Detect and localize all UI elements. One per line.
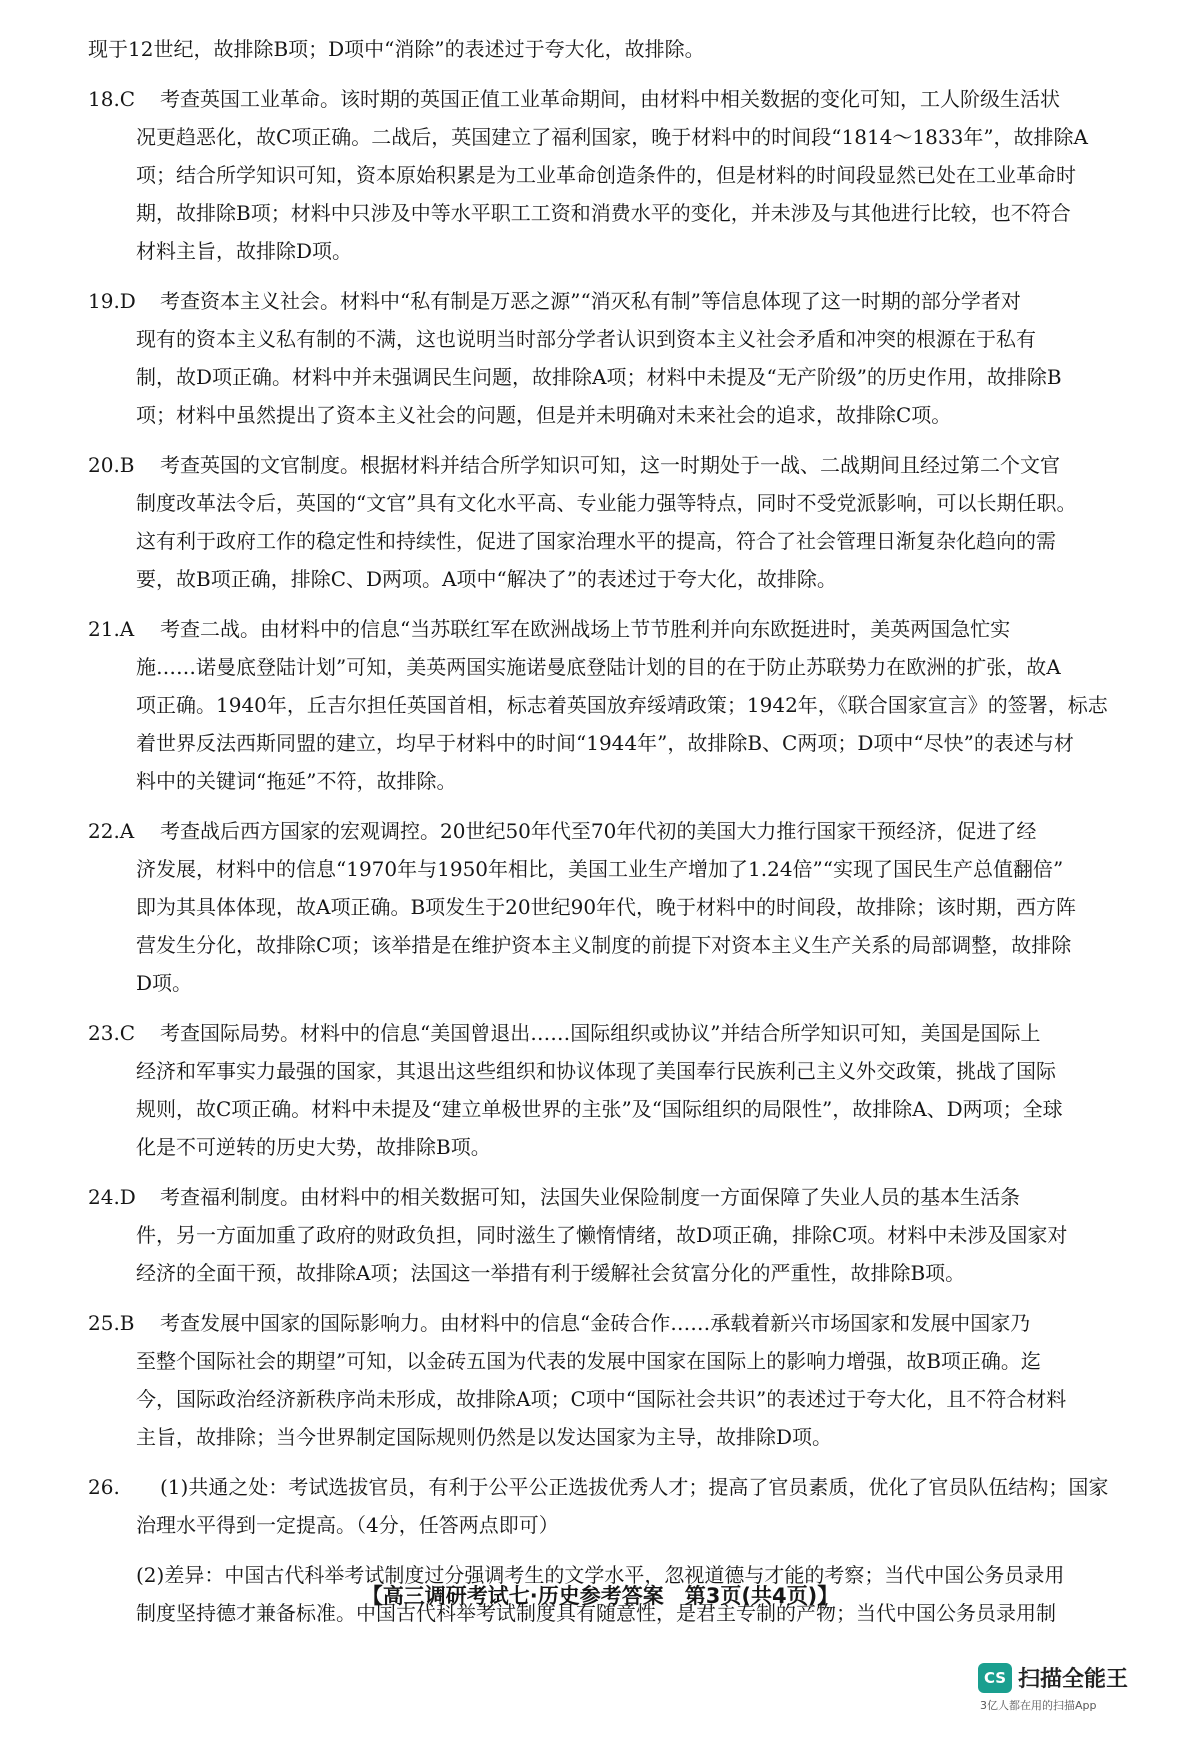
page-footer: 【高三调研考试七·历史参考答案 第3页(共4页)】: [361, 1584, 839, 1608]
answer-text: (1)共通之处：考试选拔官员，有利于公平公正选拔优秀人才；提高了官员素质，优化了官员队伍结构；国家: [160, 1475, 1109, 1499]
text-line: [88, 686, 1108, 724]
answer-text: 治理水平得到一定提高。（4分，任答两点即可）: [136, 1513, 559, 1537]
answer-text: 经济的全面干预，故排除A项；法国这一举措有利于缓解社会贫富分化的严重性，故排除B项。: [136, 1261, 966, 1285]
text-line: [88, 522, 1108, 560]
text-line: [88, 282, 1108, 320]
answer-text: 制度改革法令后，英国的“文官”具有文化水平高、专业能力强等特点，同时不受党派影响，可以长期任职。: [136, 491, 1077, 515]
text-line: [88, 560, 1108, 598]
answer-text: 这有利于政府工作的稳定性和持续性，促进了国家治理水平的提高，符合了社会管理日渐复杂化趋向的需: [136, 529, 1056, 553]
answer-text: 今，国际政治经济新秩序尚未形成，故排除A项；C项中“国际社会共识”的表述过于夸大化，且不符合材料: [136, 1387, 1067, 1411]
answer-item: [88, 1178, 1108, 1292]
answer-item: [88, 610, 1108, 800]
intro-paragraph: [88, 30, 1108, 68]
answer-text: 规则，故C项正确。材料中未提及“建立单极世界的主张”及“国际组织的局限性”，故排除A、D两项；全球: [136, 1097, 1063, 1121]
answer-number: 26.: [88, 1475, 120, 1499]
text-line: [88, 648, 1108, 686]
answer-text: 考查发展中国家的国际影响力。由材料中的信息“金砖合作……承载着新兴市场国家和发展中国家乃: [160, 1311, 1031, 1335]
text-line: (2)差异：中国古代科举考试制度过分强调考生的文学水平，忽视道德与才能的考察；当代中国公务员录用: [136, 1563, 1065, 1587]
answer-number: 18.C: [88, 87, 136, 111]
answer-text: 施……诺曼底登陆计划”可知，美英两国实施诺曼底登陆计划的目的在于防止苏联势力在欧洲的扩张，故A: [136, 655, 1061, 679]
text-line: [88, 1506, 1108, 1544]
text-line: [88, 724, 1108, 762]
answer-item: [88, 1468, 1108, 1544]
answer-text: 经济和军事实力最强的国家，其退出这些组织和协议体现了美国奉行民族利己主义外交政策，挑战了国际: [136, 1059, 1056, 1083]
answer-number: 19.D: [88, 289, 136, 313]
answer-number: 20.B: [88, 453, 135, 477]
answer-text: 考查战后西方国家的宏观调控。20世纪50年代至70年代初的美国大力推行国家干预经济，促进了经: [160, 819, 1037, 843]
text-line: [88, 888, 1108, 926]
answer-text: 要，故B项正确，排除C、D两项。A项中“解决了”的表述过于夸大化，故排除。: [136, 567, 837, 591]
answer-text: 考查英国的文官制度。根据材料并结合所学知识可知，这一时期处于一战、二战期间且经过第二个文官: [160, 453, 1060, 477]
text-line: [88, 610, 1108, 648]
answer-text: 主旨，故排除；当今世界制定国际规则仍然是以发达国家为主导，故排除D项。: [136, 1425, 833, 1449]
text-line: 现于12世纪，故排除B项；D项中“消除”的表述过于夸大化，故排除。: [88, 37, 705, 61]
answer-text: 化是不可逆转的历史大势，故排除B项。: [136, 1135, 491, 1159]
text-line: [88, 1052, 1108, 1090]
text-line: [88, 446, 1108, 484]
answer-number: 24.D: [88, 1185, 136, 1209]
text-line: [88, 762, 1108, 800]
answer-text: D项。: [136, 971, 193, 995]
answer-text: 制，故D项正确。材料中并未强调民生问题，故排除A项；材料中未提及“无产阶级”的历史作用，故排除B: [136, 365, 1062, 389]
text-line: [88, 964, 1108, 1002]
text-line: [88, 1304, 1108, 1342]
text-line: [88, 358, 1108, 396]
answer-text: 营发生分化，故排除C项；该举措是在维护资本主义制度的前提下对资本主义生产关系的局部调整，故排除: [136, 933, 1072, 957]
text-line: [88, 926, 1108, 964]
answer-text: 着世界反法西斯同盟的建立，均早于材料中的时间“1944年”，故排除B、C两项；D项中“尽快”的表述与材: [136, 731, 1074, 755]
answer-text: 考查二战。由材料中的信息“当苏联红军在欧洲战场上节节胜利并向东欧挺进时，美英两国急忙实: [160, 617, 1011, 641]
answer-text: 料中的关键词“拖延”不符，故排除。: [136, 769, 457, 793]
answer-text: 项；材料中虽然提出了资本主义社会的问题，但是并未明确对未来社会的追求，故排除C项。: [136, 403, 952, 427]
watermark-app-name: 扫描全能王: [1018, 1667, 1129, 1692]
answer-text: 考查资本主义社会。材料中“私有制是万恶之源”“消灭私有制”等信息体现了这一时期的部分学者对: [160, 289, 1021, 313]
text-line: [88, 1128, 1108, 1166]
answer-text: 件，另一方面加重了政府的财政负担，同时滋生了懒惰情绪，故D项正确，排除C项。材料中未涉及国家对: [136, 1223, 1068, 1247]
camscanner-logo-icon: CS: [978, 1663, 1012, 1693]
text-line: 制度坚持德才兼备标准。中国古代科举考试制度具有随意性，是君主专制的产物；当代中国公务员录用制: [136, 1601, 1056, 1625]
answer-number: 23.C: [88, 1021, 136, 1045]
text-line: [88, 232, 1108, 270]
text-line: [88, 1254, 1108, 1292]
text-line: [88, 484, 1108, 522]
scanner-watermark: [978, 1662, 1138, 1713]
answer-text: 材料主旨，故排除D项。: [136, 239, 353, 263]
answer-item: [88, 1304, 1108, 1456]
answer-page: [88, 30, 1108, 1632]
answer-item: [88, 446, 1108, 598]
answer-text: 项正确。1940年，丘吉尔担任英国首相，标志着英国放弃绥靖政策；1942年，《联合国家宣言》的签署，标志: [136, 693, 1108, 717]
text-line: [88, 80, 1108, 118]
answer-item: [88, 80, 1108, 270]
text-line: [88, 1418, 1108, 1456]
text-line: [88, 118, 1108, 156]
answer-text: 即为其具体体现，故A项正确。B项发生于20世纪90年代，晚于材料中的时间段，故排除；该时期，西方阵: [136, 895, 1077, 919]
answer-text: 项；结合所学知识可知，资本原始积累是为工业革命创造条件的，但是材料的时间段显然已处在工业革命时: [136, 163, 1076, 187]
answer-item: [88, 812, 1108, 1002]
answer-list: [88, 80, 1108, 1544]
text-line: [88, 1178, 1108, 1216]
answer-text: 况更趋恶化，故C项正确。二战后，英国建立了福利国家，晚于材料中的时间段“1814～1833年”，故排除A: [136, 125, 1088, 149]
answer-number: 21.A: [88, 617, 135, 641]
text-line: [88, 156, 1108, 194]
text-line: [88, 320, 1108, 358]
answer-text: 考查福利制度。由材料中的相关数据可知，法国失业保险制度一方面保障了失业人员的基本生活条: [160, 1185, 1020, 1209]
text-line: [88, 1342, 1108, 1380]
text-line: [88, 1468, 1108, 1506]
text-line: [88, 850, 1108, 888]
answer-text: 济发展，材料中的信息“1970年与1950年相比，美国工业生产增加了1.24倍”“实现了国民生产总值翻倍”: [136, 857, 1064, 881]
text-line: [88, 1014, 1108, 1052]
text-line: [88, 1380, 1108, 1418]
answer-item: [88, 1014, 1108, 1166]
answer-text: 期，故排除B项；材料中只涉及中等水平职工工资和消费水平的变化，并未涉及与其他进行比较，也不符合: [136, 201, 1071, 225]
text-line: [88, 396, 1108, 434]
text-line: [88, 1216, 1108, 1254]
answer-number: 25.B: [88, 1311, 135, 1335]
text-line: [88, 1090, 1108, 1128]
answer-text: 至整个国际社会的期望”可知，以金砖五国为代表的发展中国家在国际上的影响力增强，故B项正确。迄: [136, 1349, 1041, 1373]
text-line: [88, 194, 1108, 232]
text-line: [88, 812, 1108, 850]
answer-text: 考查英国工业革命。该时期的英国正值工业革命期间，由材料中相关数据的变化可知，工人阶级生活状: [160, 87, 1060, 111]
answer-item: [88, 282, 1108, 434]
answer-text: 现有的资本主义私有制的不满，这也说明当时部分学者认识到资本主义社会矛盾和冲突的根源在于私有: [136, 327, 1036, 351]
watermark-tagline: 3亿人都在用的扫描App: [980, 1699, 1097, 1712]
answer-number: 22.A: [88, 819, 135, 843]
answer-text: 考查国际局势。材料中的信息“美国曾退出……国际组织或协议”并结合所学知识可知，美国是国际上: [160, 1021, 1041, 1045]
